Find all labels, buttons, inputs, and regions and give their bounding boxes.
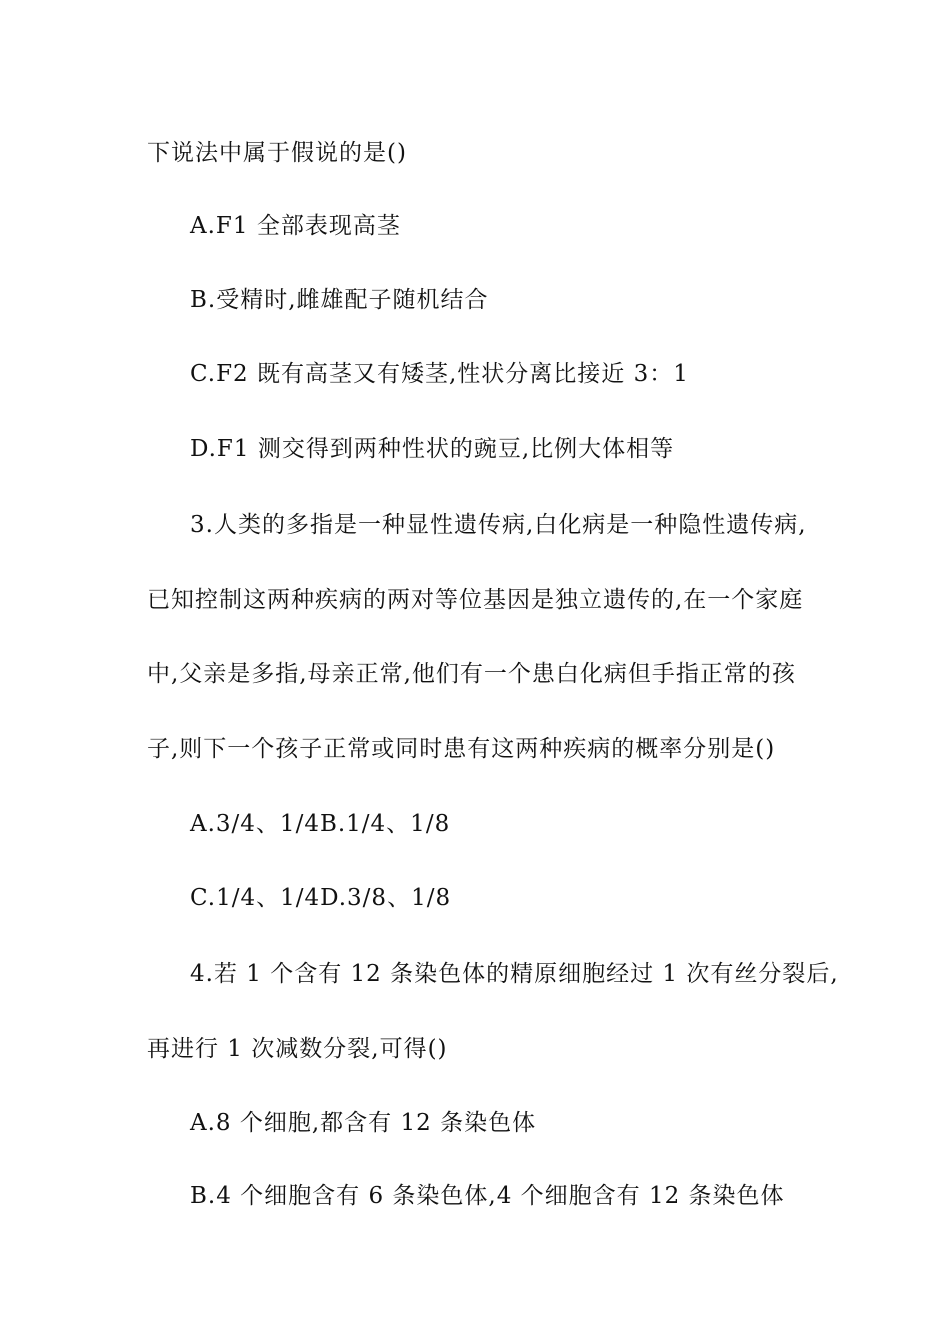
question-3-stem-line-3: 中,父亲是多指,母亲正常,他们有一个患白化病但手指正常的孩 bbox=[147, 661, 796, 687]
question-3-options-cd: C.1/4、1/4D.3/8、1/8 bbox=[190, 885, 452, 911]
question-4-option-b: B.4 个细胞含有 6 条染色体,4 个细胞含有 12 条染色体 bbox=[190, 1183, 785, 1209]
question-3-stem-line-4: 子,则下一个孩子正常或同时患有这两种疾病的概率分别是() bbox=[147, 736, 776, 762]
question-2-option-d: D.F1 测交得到两种性状的豌豆,比例大体相等 bbox=[190, 436, 675, 462]
question-2-stem-end: 下说法中属于假说的是() bbox=[147, 140, 407, 166]
question-2-option-b: B.受精时,雌雄配子随机结合 bbox=[190, 287, 489, 313]
question-4-option-a: A.8 个细胞,都含有 12 条染色体 bbox=[190, 1110, 537, 1136]
question-3-options-ab: A.3/4、1/4B.1/4、1/8 bbox=[190, 811, 451, 837]
question-3-stem-line-2: 已知控制这两种疾病的两对等位基因是独立遗传的,在一个家庭 bbox=[147, 587, 804, 613]
question-2-option-a: A.F1 全部表现高茎 bbox=[190, 213, 401, 239]
question-4-stem-line-2: 再进行 1 次减数分裂,可得() bbox=[147, 1036, 448, 1062]
question-4-stem-line-1: 4.若 1 个含有 12 条染色体的精原细胞经过 1 次有丝分裂后, bbox=[190, 961, 839, 987]
question-3-stem-line-1: 3.人类的多指是一种显性遗传病,白化病是一种隐性遗传病, bbox=[190, 512, 807, 538]
question-2-option-c: C.F2 既有高茎又有矮茎,性状分离比接近 3：1 bbox=[190, 361, 689, 387]
